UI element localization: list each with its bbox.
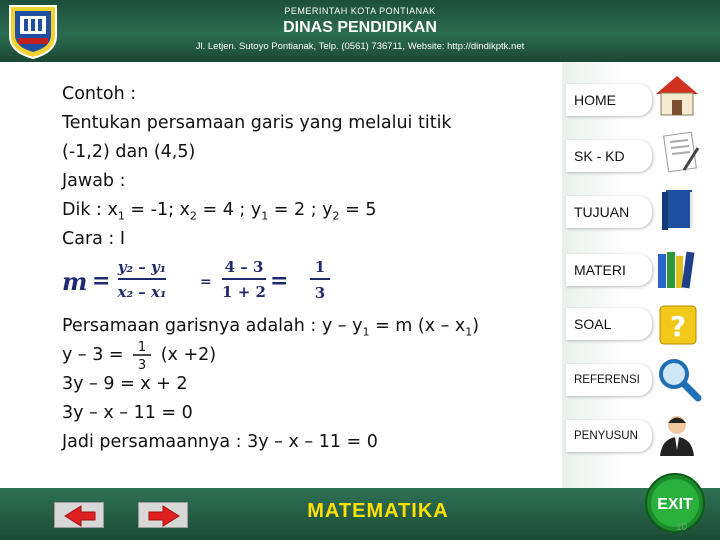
- subject-title: MATEMATIKA: [307, 500, 449, 522]
- given-line: [62, 200, 376, 223]
- formula-den-2: 1 + 2: [222, 283, 266, 301]
- fraction-denominator: 3: [137, 358, 147, 373]
- referensi-button-label: REFERENSI: [574, 374, 640, 386]
- answer-heading: Jawab :: [62, 171, 126, 191]
- document-icon[interactable]: [654, 130, 704, 176]
- arrow-right-icon: [139, 503, 189, 529]
- soal-button[interactable]: [566, 308, 652, 340]
- formula-eq-1: =: [92, 268, 111, 294]
- formula-num-1: y₂ – y₁: [117, 258, 167, 276]
- given-text: = 2 ; y: [268, 200, 333, 220]
- formula-den-1: x₂ – x₁: [117, 283, 167, 301]
- books-icon[interactable]: [652, 246, 702, 292]
- formula-num-2: 4 – 3: [224, 258, 264, 276]
- magnifier-icon[interactable]: [654, 356, 704, 402]
- sk-kd-button-label: SK - KD: [574, 148, 625, 164]
- fraction-numerator: 1: [137, 340, 147, 355]
- home-button[interactable]: [566, 84, 652, 116]
- materi-button[interactable]: [566, 254, 652, 286]
- method-label: Cara : I: [62, 229, 126, 249]
- formula-eq-3: =: [270, 268, 289, 294]
- step-1-right: (x +2): [155, 345, 217, 365]
- penyusun-button-label: PENYUSUN: [574, 430, 638, 442]
- question-icon[interactable]: [652, 302, 702, 348]
- question-line-1: Tentukan persamaan garis yang melalui titik: [62, 113, 452, 133]
- tujuan-button-label: TUJUAN: [574, 204, 630, 220]
- referensi-button[interactable]: [566, 364, 652, 396]
- subscript: 2: [332, 209, 340, 223]
- equation-statement: [62, 316, 479, 339]
- step-3: 3y – x – 11 = 0: [62, 403, 193, 423]
- formula-m: m: [62, 267, 88, 296]
- equation-text: = m (x – x: [369, 316, 466, 336]
- header-banner: [0, 0, 720, 62]
- home-icon[interactable]: [652, 72, 702, 118]
- step-1-left: y – 3 =: [62, 345, 130, 365]
- given-text: Dik : x: [62, 200, 118, 220]
- book-icon[interactable]: [652, 186, 702, 232]
- subscript: 1: [362, 325, 370, 339]
- previous-button[interactable]: [54, 502, 104, 528]
- subscript: 1: [117, 209, 125, 223]
- subscript: 1: [465, 325, 473, 339]
- subscript: 1: [261, 209, 269, 223]
- sk-kd-button[interactable]: [566, 140, 652, 172]
- formula-den-3: 3: [314, 284, 326, 302]
- exit-label: EXIT: [657, 496, 693, 513]
- materi-button-label: MATERI: [574, 262, 626, 278]
- home-button-label: HOME: [574, 92, 616, 108]
- equation-text: Persamaan garisnya adalah : y – y: [62, 316, 363, 336]
- tujuan-button[interactable]: [566, 196, 652, 228]
- svg-text:?: ?: [669, 310, 687, 343]
- formula-eq-2: =: [200, 274, 212, 290]
- next-button[interactable]: [138, 502, 188, 528]
- page-number: 10: [676, 522, 688, 533]
- header-government-label: PEMERINTAH KOTA PONTIANAK: [284, 6, 436, 16]
- exit-button[interactable]: [644, 472, 706, 534]
- given-text: = 5: [339, 200, 377, 220]
- step-1-fraction: [130, 338, 154, 374]
- person-icon[interactable]: [652, 412, 702, 458]
- penyusun-button[interactable]: [566, 420, 652, 452]
- slope-formula: [60, 252, 340, 312]
- equation-text: ): [472, 316, 480, 336]
- final-answer: Jadi persamaannya : 3y – x – 11 = 0: [62, 432, 378, 452]
- arrow-left-icon: [55, 503, 105, 529]
- given-text: = 4 ; y: [196, 200, 262, 220]
- given-text: = -1; x: [124, 200, 190, 220]
- example-heading: Contoh :: [62, 84, 137, 104]
- step-2: 3y – 9 = x + 2: [62, 374, 188, 394]
- soal-button-label: SOAL: [574, 316, 612, 332]
- formula-num-3: 1: [314, 258, 326, 276]
- header-title: DINAS PENDIDIKAN: [283, 19, 437, 36]
- header-address: Jl. Letjen. Sutoyo Pontianak, Telp. (0561) 736711, Website: http://dindikptk.net: [195, 41, 525, 52]
- subscript: 2: [189, 209, 197, 223]
- question-line-2: (-1,2) dan (4,5): [62, 142, 196, 162]
